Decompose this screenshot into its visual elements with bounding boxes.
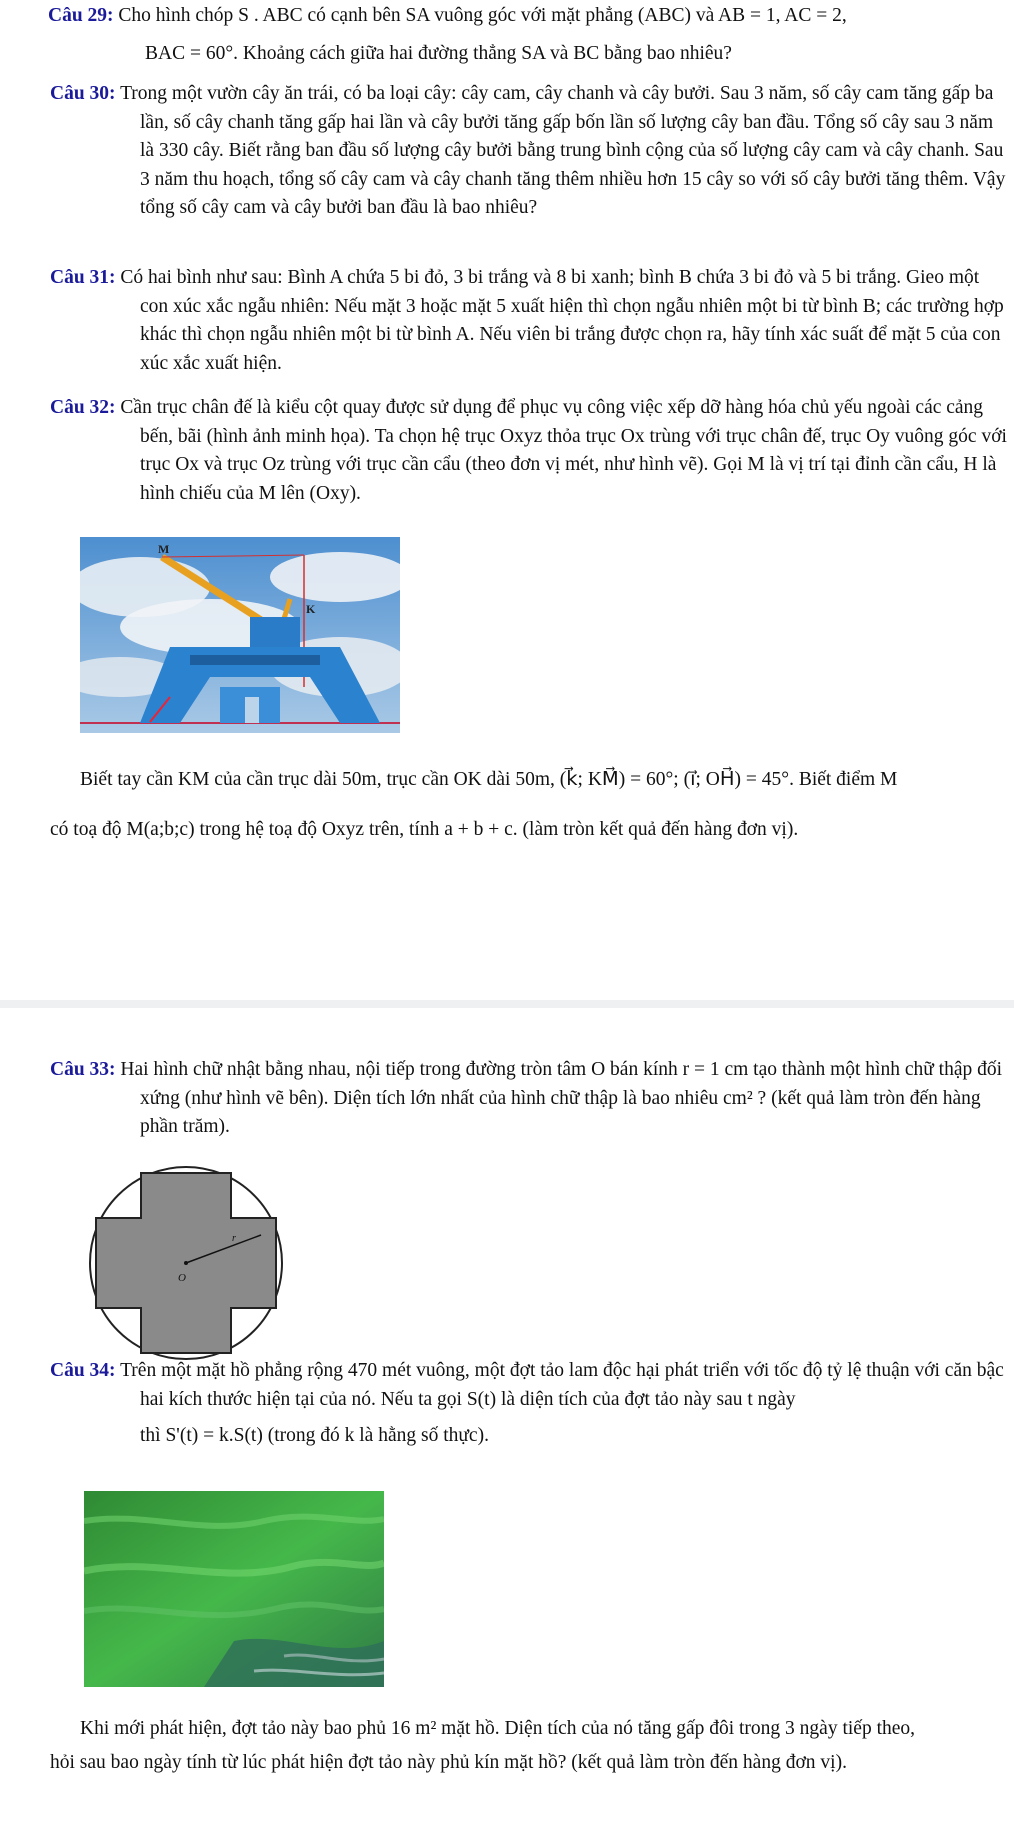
q33-text: Hai hình chữ nhật bằng nhau, nội tiếp trong đường tròn tâm O bán kính r = 1 cm tạo thành một hình chữ thập đối xứng (như hình vẽ bên). Diện tích lớn nhất của hình chữ thập là bao nhiêu cm² ? (kết quả làm tròn đến hàng phần trăm). [120,1059,1003,1138]
question-31 [50,264,1008,378]
q30-label: Câu 30: [50,83,116,104]
q34-text1: Trên một mặt hồ phẳng rộng 470 mét vuông, một đợt tảo lam độc hại phát triển với tốc độ tỷ lệ thuận với căn bậc hai kích thước hiện tại của nó. Nếu ta gọi S(t) là diện tích của đợt tảo này sau t ngày [120,1360,1004,1410]
q32-label: Câu 32: [50,397,116,418]
q34-after1: Khi mới phát hiện, đợt tảo này bao phủ 16 m² mặt hồ. Diện tích của nó tăng gấp đôi trong 3 ngày tiếp theo, [80,1718,916,1739]
q29-line1 [48,2,1008,30]
fig-label-o: O [178,1272,186,1284]
q31-label: Câu 31: [50,267,116,288]
q29-label: Câu 29: [48,5,114,26]
question-30 [50,80,1008,223]
crane-photo [80,537,400,733]
q34-label: Câu 34: [50,1360,116,1381]
q32-after1: Biết tay cần KM của cần trục dài 50m, trục cần OK dài 50m, (k⃗; KM⃗) = 60°; (i⃗; OH⃗) = 45°. Biết điểm M [80,769,898,790]
q33-label: Câu 33: [50,1059,116,1080]
q32-after2: có toạ độ M(a;b;c) trong hệ toạ độ Oxyz trên, tính a + b + c. (làm tròn kết quả đến hàng đơn vị). [50,819,799,840]
cross-circle-figure [86,1163,286,1363]
q32-text: Cần trục chân đế là kiểu cột quay được sử dụng để phục vụ công việc xếp dỡ hàng hóa chủ yếu ngoài các cảng bến, bãi (hình ảnh minh họa). Ta chọn hệ trục Oxyz thỏa trục Ox trùng với trục chân đế, trục Oy vuông góc với trục Ox và trục Oz trùng với trục cần cẩu (theo đơn vị mét, như hình vẽ). Gọi M là vị trí tại đỉnh cần cẩu, H là hình chiếu của M lên (Oxy). [120,397,1007,504]
page-2 [0,1008,1014,1825]
q34-after2: hỏi sau bao ngày tính từ lúc phát hiện đợt tảo này phủ kín mặt hồ? (kết quả làm tròn đến hàng đơn vị). [50,1752,847,1773]
page-separator [0,1000,1014,1008]
q29-text-line1: Cho hình chóp S . ABC có cạnh bên SA vuông góc với mặt phẳng (ABC) và AB = 1, AC = 2, [118,5,847,26]
q29-line2: BAC = 60°. Khoảng cách giữa hai đường thẳng SA và BC bằng bao nhiêu? [145,43,732,64]
fig-label-r: r [232,1233,236,1244]
question-33 [50,1056,1008,1142]
fig-label-k: K [306,602,316,616]
question-34 [50,1357,1008,1451]
algae-photo [84,1491,384,1687]
q31-text: Có hai bình như sau: Bình A chứa 5 bi đỏ, 3 bi trắng và 8 bi xanh; bình B chứa 3 bi đỏ và 5 bi trắng. Gieo một con xúc xắc ngẫu nhiên: Nếu mặt 3 hoặc mặt 5 xuất hiện thì chọn ngẫu nhiên một bi từ bình B; các trường hợp khác thì chọn ngẫu nhiên một bi từ bình A. Nếu viên bi trắng được chọn ra, hãy tính xác suất để mặt 5 của con xúc xắc xuất hiện. [120,267,1004,374]
fig-label-m: M [158,542,170,556]
question-32 [50,394,1008,508]
q30-text: Trong một vườn cây ăn trái, có ba loại cây: cây cam, cây chanh và cây bưởi. Sau 3 năm, số cây cam tăng gấp ba lần, số cây chanh tăng gấp hai lần và cây bưởi tăng gấp bốn lần số lượng cây ban đầu. Tổng số cây sau 3 năm là 330 cây. Biết rằng ban đầu số lượng cây bưởi bằng trung bình cộng của số lượng cây cam và cây chanh. Sau 3 năm thu hoạch, tổng số cây cam và cây chanh tăng thêm nhiều hơn 15 cây so với số cây bưởi tăng thêm. Vậy tổng số cây cam và cây bưởi ban đầu là bao nhiêu? [120,83,1006,219]
q34-text2: thì S'(t) = k.S(t) (trong đó k là hằng số thực). [140,1425,489,1447]
